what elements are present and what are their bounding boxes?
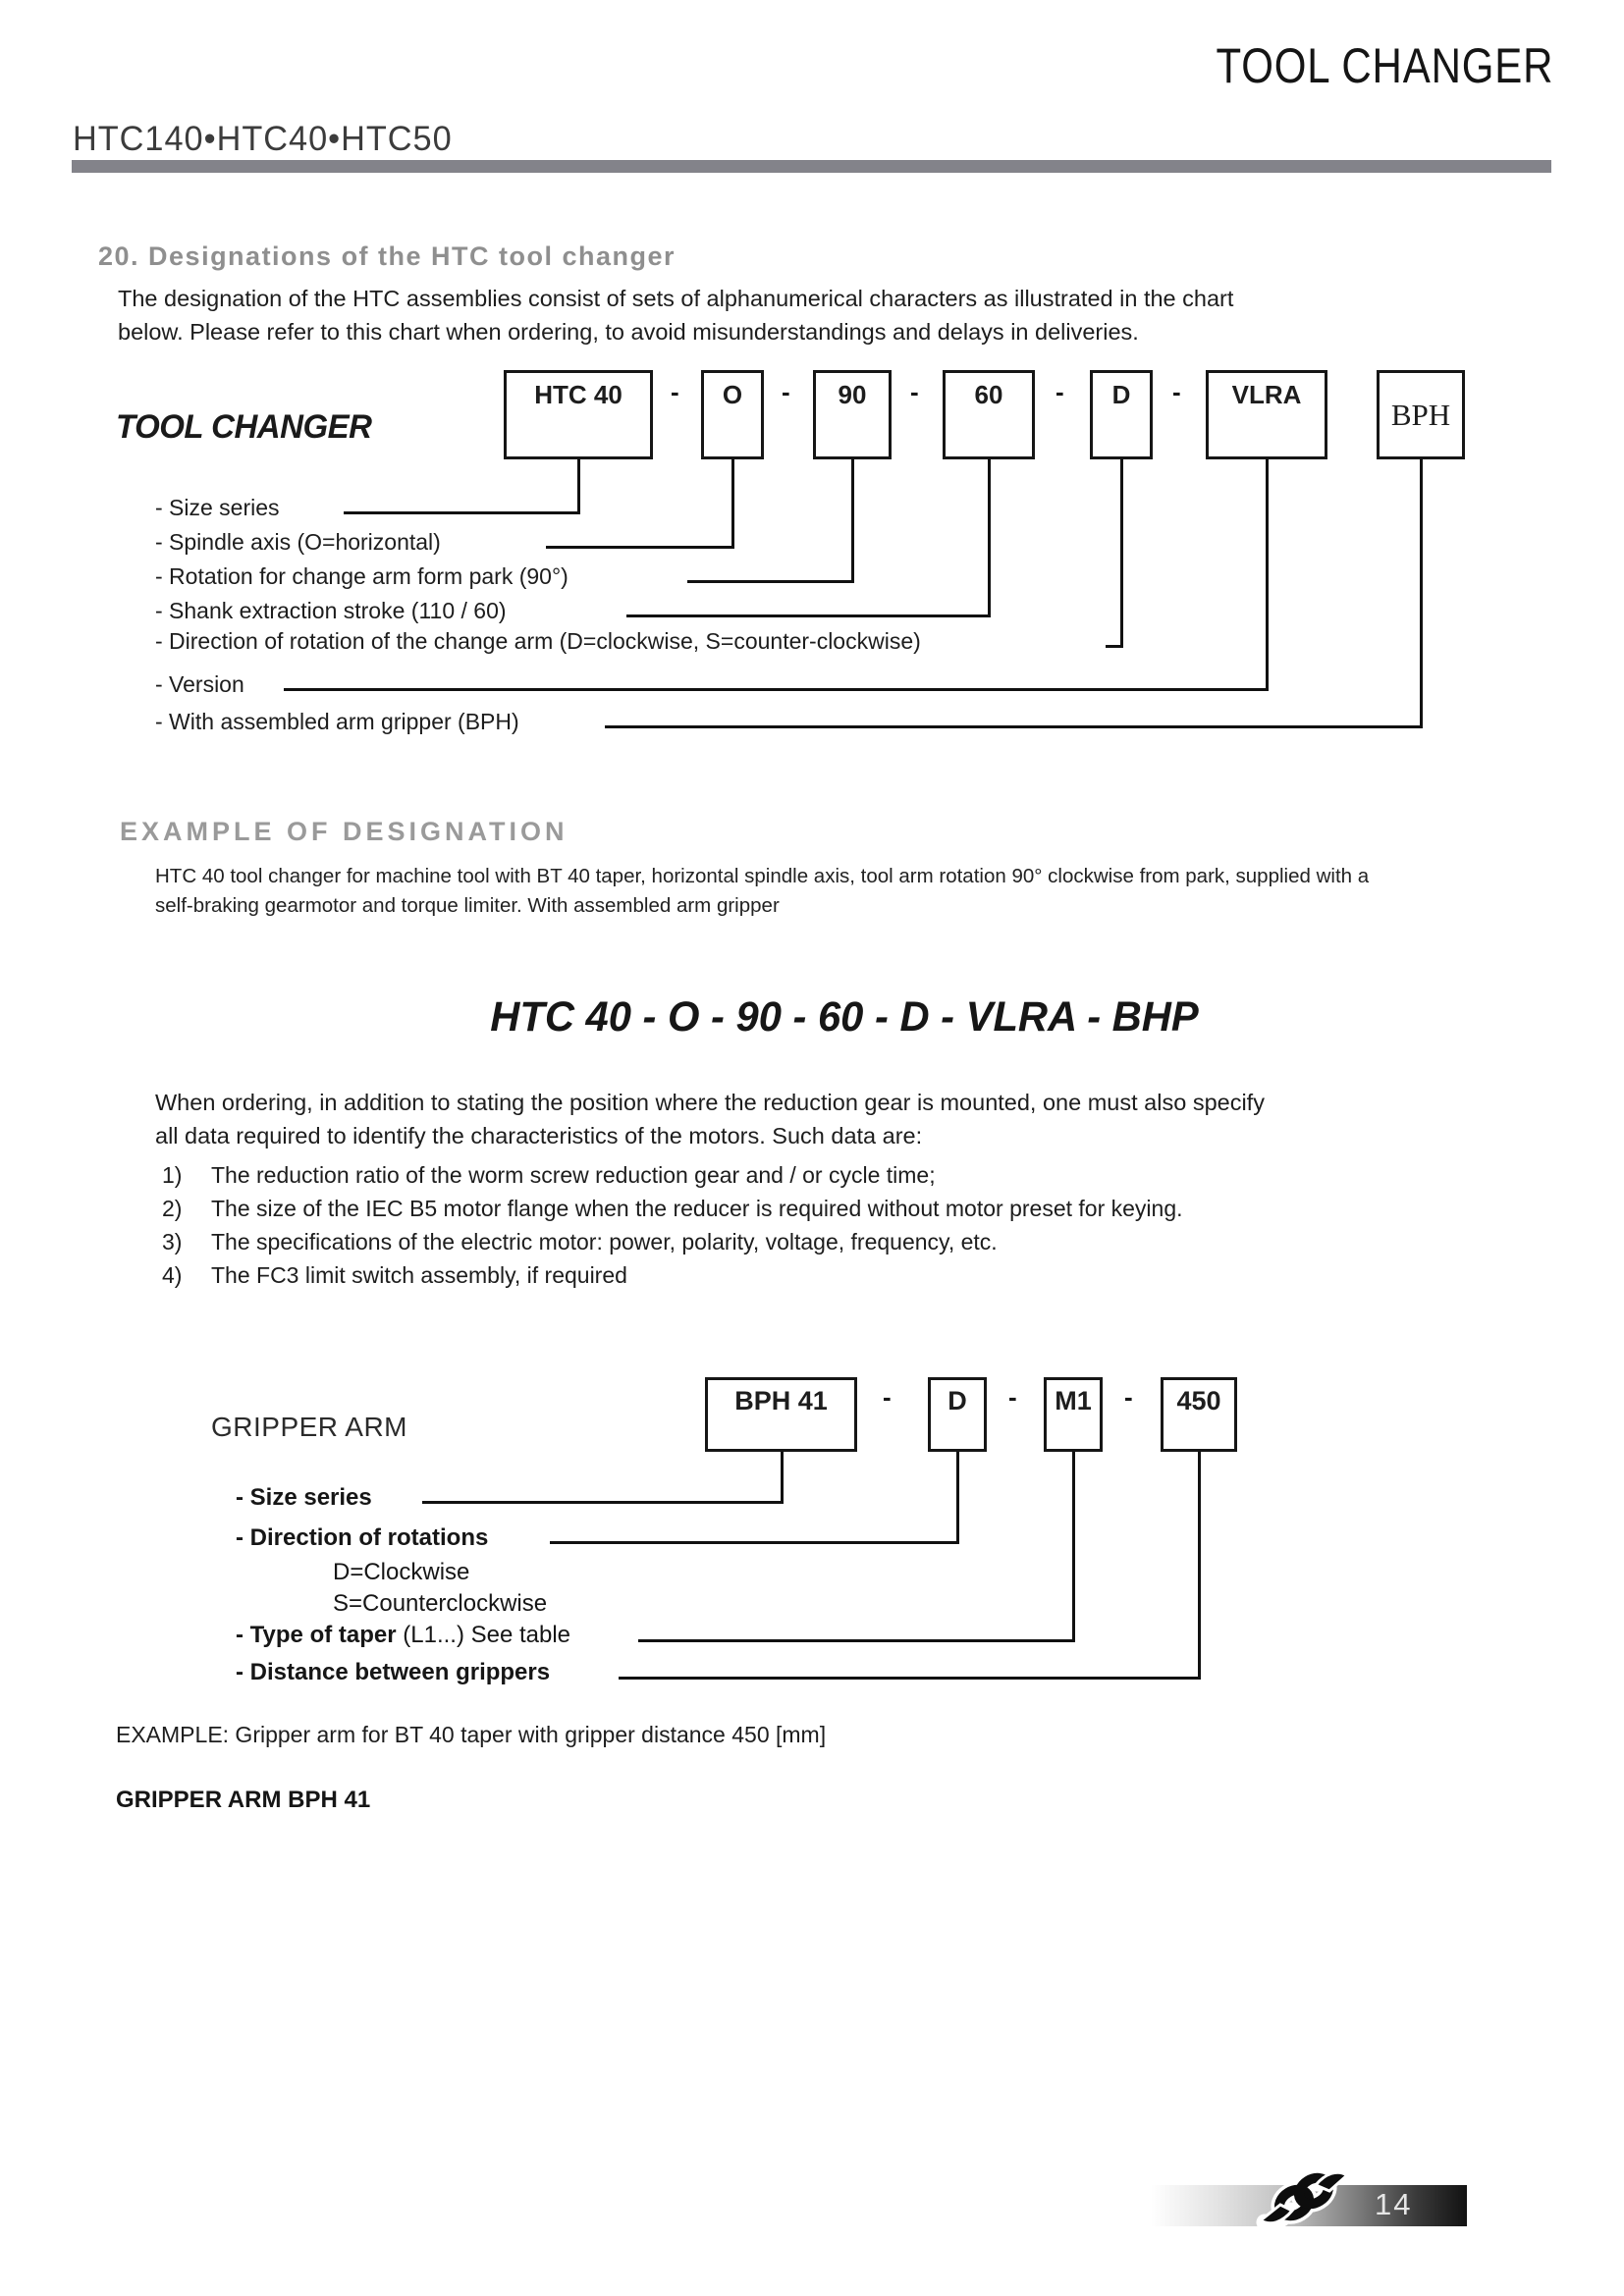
gripper-label-distance: - Distance between grippers xyxy=(236,1659,551,1685)
gripper-label-counterclockwise: S=Counterclockwise xyxy=(333,1590,548,1617)
ordering-line: all data required to identify the characteristics of the motors. Such data are: xyxy=(155,1123,923,1148)
connector-vline xyxy=(1266,458,1269,691)
connector-hline xyxy=(619,1677,1201,1680)
example-line: self-braking gearmotor and torque limiter. With assembled arm gripper xyxy=(155,894,780,917)
list-number: 2) xyxy=(162,1196,183,1221)
list-number: 4) xyxy=(162,1262,183,1288)
list-text: The size of the IEC B5 motor flange when the reducer is required without motor preset for keying. xyxy=(211,1196,1183,1221)
section-heading: 20. Designations of the HTC tool changer xyxy=(98,241,677,271)
gripper-label-taper xyxy=(236,1622,570,1649)
designation-label-size: - Size series xyxy=(155,495,280,520)
gripper-box-taper: M1 xyxy=(1044,1377,1103,1452)
gripper-label-size: - Size series xyxy=(236,1484,372,1511)
list-text: The specifications of the electric motor: power, polarity, voltage, frequency, etc. xyxy=(211,1229,998,1255)
designation-label-stroke: - Shank extraction stroke (110 / 60) xyxy=(155,598,507,623)
intro-line: below. Please refer to this chart when ordering, to avoid misunderstandings and delays in deliveries. xyxy=(118,319,1139,345)
dash-separator: - xyxy=(671,377,679,406)
designation-box-stroke: 60 xyxy=(943,370,1035,459)
connector-hline xyxy=(626,614,991,617)
connector-hline xyxy=(605,725,1423,728)
designation-box-rotation: 90 xyxy=(813,370,892,459)
dash-separator: - xyxy=(782,377,790,406)
gripper-label-taper-bold: - Type of taper xyxy=(236,1622,397,1648)
connector-vline xyxy=(956,1452,959,1544)
designation-box-direction: D xyxy=(1090,370,1153,459)
connector-hline xyxy=(546,546,734,549)
designation-box-axis: O xyxy=(701,370,764,459)
dash-separator: - xyxy=(910,377,919,406)
example-heading: EXAMPLE OF DESIGNATION xyxy=(120,817,568,846)
gripper-box-series: BPH 41 xyxy=(705,1377,857,1452)
connector-vline xyxy=(1072,1452,1075,1642)
gripper-example-line: EXAMPLE: Gripper arm for BT 40 taper with gripper distance 450 [mm] xyxy=(116,1722,827,1747)
designation-box-version: VLRA xyxy=(1206,370,1327,459)
connector-hline xyxy=(638,1639,1075,1642)
designation-label-gripper: - With assembled arm gripper (BPH) xyxy=(155,709,519,734)
connector-vline xyxy=(988,458,991,617)
intro-line: The designation of the HTC assemblies consist of sets of alphanumerical characters as illustrated in the chart xyxy=(118,286,1234,311)
header-divider xyxy=(72,160,1551,173)
gripper-label-taper-rest: (L1...) See table xyxy=(403,1622,571,1648)
dash-separator: - xyxy=(883,1382,892,1412)
connector-hline xyxy=(1106,645,1123,648)
connector-hline xyxy=(344,511,580,514)
dash-separator: - xyxy=(1056,377,1064,406)
list-number: 3) xyxy=(162,1229,183,1255)
connector-hline xyxy=(284,688,1269,691)
connector-hline xyxy=(687,580,854,583)
designation-label-rotation: - Rotation for change arm form park (90°) xyxy=(155,563,568,589)
example-paragraph xyxy=(155,862,1369,921)
list-number: 1) xyxy=(162,1162,183,1188)
connector-vline xyxy=(851,458,854,583)
connector-vline xyxy=(577,458,580,514)
example-line: HTC 40 tool changer for machine tool with BT 40 taper, horizontal spindle axis, tool arm rotation 90° clockwise from park, supplied with a xyxy=(155,865,1370,887)
designation-label-direction: - Direction of rotation of the change arm (D=clockwise, S=counter-clockwise) xyxy=(155,628,921,654)
ordering-list xyxy=(162,1158,1183,1292)
gripper-arm-title: GRIPPER ARM BPH 41 xyxy=(116,1787,371,1813)
ordering-list-item xyxy=(162,1192,1183,1225)
gripper-label-clockwise: D=Clockwise xyxy=(333,1559,470,1585)
ordering-paragraph xyxy=(155,1086,1265,1152)
connector-vline xyxy=(1420,458,1423,728)
designation-box-size: HTC 40 xyxy=(504,370,653,459)
list-text: The FC3 limit switch assembly, if required xyxy=(211,1262,627,1288)
connector-vline xyxy=(731,458,734,549)
connector-vline xyxy=(1120,458,1123,648)
connector-vline xyxy=(781,1452,784,1504)
page-number: 14 xyxy=(1375,2187,1413,2221)
page-title: TOOL CHANGER xyxy=(1216,38,1553,93)
gripper-label-direction: - Direction of rotations xyxy=(236,1524,489,1551)
tool-changer-diagram-title: TOOL CHANGER xyxy=(116,408,372,446)
dash-separator: - xyxy=(1008,1382,1017,1412)
intro-paragraph xyxy=(118,282,1233,348)
ordering-list-item xyxy=(162,1225,1183,1258)
dash-separator: - xyxy=(1172,377,1181,406)
connector-hline xyxy=(550,1541,959,1544)
dash-separator: - xyxy=(1124,1382,1133,1412)
model-series-label: HTC140•HTC40•HTC50 xyxy=(73,120,453,158)
ordering-line: When ordering, in addition to stating the position where the reduction gear is mounted, one must also specify xyxy=(155,1090,1265,1115)
connector-vline xyxy=(1198,1452,1201,1680)
designation-label-version: - Version xyxy=(155,671,244,697)
ordering-list-item xyxy=(162,1258,1183,1292)
gripper-box-direction: D xyxy=(928,1377,987,1452)
ordering-list-item xyxy=(162,1158,1183,1192)
designation-label-axis: - Spindle axis (O=horizontal) xyxy=(155,529,441,555)
brand-logo-icon xyxy=(1255,2162,1353,2236)
connector-hline xyxy=(422,1501,784,1504)
gripper-diagram-title: GRIPPER ARM xyxy=(211,1412,407,1442)
designation-code: HTC 40 - O - 90 - 60 - D - VLRA - BHP xyxy=(490,993,1199,1041)
designation-box-bph: BPH xyxy=(1377,370,1465,459)
list-text: The reduction ratio of the worm screw reduction gear and / or cycle time; xyxy=(211,1162,936,1188)
gripper-box-distance: 450 xyxy=(1161,1377,1237,1452)
